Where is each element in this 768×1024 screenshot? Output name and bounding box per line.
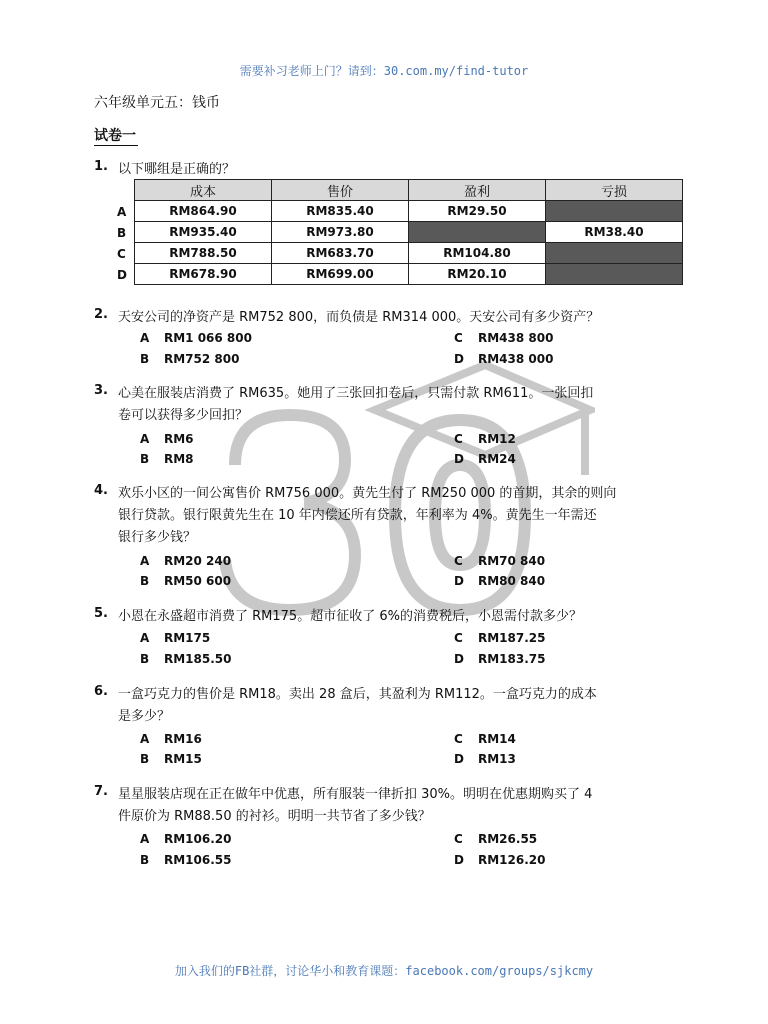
question-number: 7. [94, 784, 108, 799]
question-text: 天安公司的净资产是 RM752 800，而负债是 RM314 000。天安公司有多少资产？ [118, 310, 600, 325]
header-profit: 盈利 [409, 180, 546, 201]
question-text-line-1: 一盒巧克力的售价是 RM18。卖出 28 盒后，其盈利为 RM112。一盒巧克力的成本 [118, 687, 597, 702]
table-header-row [135, 180, 683, 201]
table-row [135, 201, 683, 222]
question-text-line-2: 是多少？ [118, 709, 171, 724]
option-a[interactable]: A RM106.20 [140, 832, 232, 846]
question-3 [94, 383, 684, 427]
option-c[interactable]: C RM26.55 [454, 832, 538, 846]
cell-price: RM973.80 [272, 222, 409, 243]
cell-profit-shaded [409, 222, 546, 243]
question-6 [94, 684, 684, 728]
question-text-line-3: 银行多少钱？ [118, 530, 197, 545]
table-row [135, 264, 683, 285]
row-label-a: A [117, 205, 127, 219]
cell-price: RM699.00 [272, 264, 409, 285]
option-d[interactable]: D RM24 [454, 452, 516, 466]
option-c[interactable]: C RM187.25 [454, 631, 546, 645]
question-text-line-1: 心美在服装店消费了 RM635。她用了三张回扣卷后，只需付款 RM611。一张回扣 [118, 386, 594, 401]
option-a[interactable]: A RM20 240 [140, 554, 232, 568]
row-label-c: C [117, 247, 126, 261]
option-b[interactable]: B RM106.55 [140, 853, 232, 867]
cell-profit: RM20.10 [409, 264, 546, 285]
question-5 [94, 606, 684, 628]
option-b[interactable]: B RM15 [140, 752, 202, 766]
option-c[interactable]: C RM70 840 [454, 554, 546, 568]
cell-price: RM835.40 [272, 201, 409, 222]
option-c[interactable]: C RM12 [454, 432, 516, 446]
option-b[interactable]: B RM50 600 [140, 574, 232, 588]
option-d[interactable]: D RM126.20 [454, 853, 546, 867]
question-text-line-2: 卷可以获得多少回扣？ [118, 408, 249, 423]
option-d[interactable]: D RM80 840 [454, 574, 546, 588]
cell-cost: RM788.50 [135, 243, 272, 264]
option-b[interactable]: B RM8 [140, 452, 194, 466]
cell-loss-shaded [546, 264, 683, 285]
question-4 [94, 483, 684, 549]
question-text: 小恩在永盛超市消费了 RM175。超市征收了 6%的消费税后，小恩需付款多少？ [118, 609, 582, 624]
option-d[interactable]: D RM13 [454, 752, 516, 766]
cell-price: RM683.70 [272, 243, 409, 264]
question-text: 以下哪组是正确的？ [118, 162, 236, 177]
option-d[interactable]: D RM183.75 [454, 652, 546, 666]
question-number: 3. [94, 383, 108, 398]
question-1 [94, 159, 684, 181]
unit-title: 六年级单元五：钱币 [94, 95, 220, 111]
paper-title-underline [94, 145, 138, 146]
option-a[interactable]: A RM175 [140, 631, 211, 645]
option-c[interactable]: C RM438 800 [454, 331, 554, 345]
question-number: 1. [94, 159, 108, 174]
header-price: 售价 [272, 180, 409, 201]
cell-loss-shaded [546, 243, 683, 264]
header-tutor-link[interactable]: 需要补习老师上门？请到：30.com.my/find-tutor [239, 64, 529, 78]
question-number: 2. [94, 307, 108, 322]
cell-cost: RM678.90 [135, 264, 272, 285]
table-row [135, 243, 683, 264]
header-loss: 亏损 [546, 180, 683, 201]
option-c[interactable]: C RM14 [454, 732, 516, 746]
option-b[interactable]: B RM752 800 [140, 352, 240, 366]
question-text-line-2: 件原价为 RM88.50 的衬衫。明明一共节省了多少钱？ [118, 809, 431, 824]
option-d[interactable]: D RM438 000 [454, 352, 554, 366]
question-number: 4. [94, 483, 108, 498]
paper-title: 试卷一 [94, 128, 136, 144]
row-label-b: B [117, 226, 127, 240]
question-text-line-2: 银行贷款。银行限黄先生在 10 年内偿还所有贷款，年利率为 4%。黄先生一年需还 [118, 508, 597, 523]
header-cost: 成本 [135, 180, 272, 201]
question-number: 5. [94, 606, 108, 621]
answer-table [134, 179, 683, 285]
option-b[interactable]: B RM185.50 [140, 652, 232, 666]
footer-fb-group-link[interactable]: 加入我们的FB社群，讨论华小和教育课题：facebook.com/groups/sjkcmy [174, 964, 594, 978]
row-label-d: D [117, 268, 127, 282]
cell-cost: RM864.90 [135, 201, 272, 222]
question-text-line-1: 欢乐小区的一间公寓售价 RM756 000。黄先生付了 RM250 000 的首期，其余的则向 [118, 486, 617, 501]
cell-profit: RM104.80 [409, 243, 546, 264]
option-a[interactable]: A RM6 [140, 432, 194, 446]
cell-cost: RM935.40 [135, 222, 272, 243]
question-2 [94, 307, 684, 329]
question-text-line-1: 星星服装店现在正在做年中优惠，所有服装一律折扣 30%。明明在优惠期购买了 4 [118, 787, 593, 802]
cell-loss-shaded [546, 201, 683, 222]
cell-loss: RM38.40 [546, 222, 683, 243]
cell-profit: RM29.50 [409, 201, 546, 222]
table-row [135, 222, 683, 243]
question-7 [94, 784, 684, 828]
option-a[interactable]: A RM1 066 800 [140, 331, 252, 345]
option-a[interactable]: A RM16 [140, 732, 202, 746]
question-number: 6. [94, 684, 108, 699]
